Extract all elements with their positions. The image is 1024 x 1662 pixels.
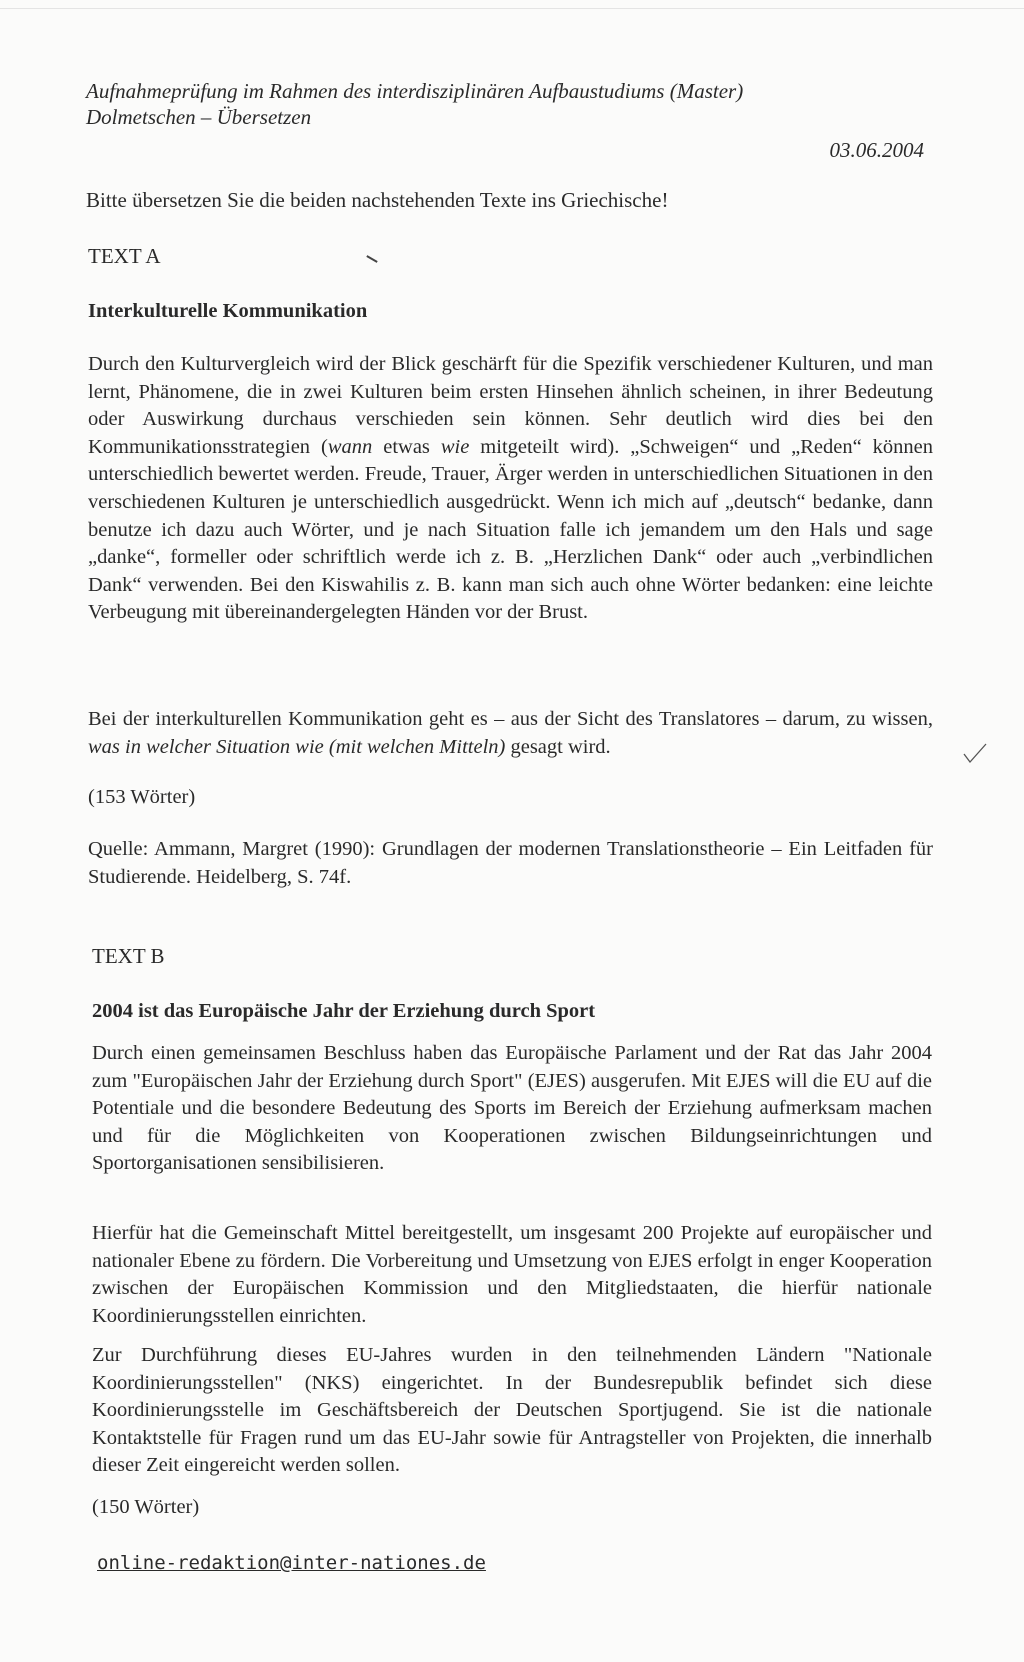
text-a-p1-part: mitgeteilt wird). „Schweigen“ und „Reden“ können unterschiedlich bewertet werden. Freude, Trauer, Ärger werden in unterschiedlichen Situationen in den verschiedenen Kulturen je unterschiedlich ausgedrückt. Wenn ich mich auf „deutsch“ bedanke, dann benutze ich dazu auch Wörter, und je nach Situation falle ich jemandem um den Hals und sage „danke“, formeller oder schriftlich werde ich z. B. „Herzlichen Dank“ oder auch „verbindlichen Dank“ verwenden. Bei den Kiswahilis z. B. kann man sich auch ohne Wörter bedanken: eine leichte Verbeugung mit übereinandergelegten Händen vor der Brust.	[88, 435, 933, 624]
header-line-1: Aufnahmeprüfung im Rahmen des interdisziplinären Aufbaustudiums (Master)	[86, 79, 744, 103]
text-b-paragraph-1: Durch einen gemeinsamen Beschluss haben das Europäische Parlament und der Rat das Jahr 2004 zum "Europäischen Jahr der Erziehung durch Sport" (EJES) ausgerufen. Mit EJES will die EU auf die Potentiale und die besondere Bedeutung des Sports im Bereich der Erziehung aufmerksam machen und für die Möglichkeiten von Kooperationen zwischen Bildungseinrichtungen und Sportorganisationen sensibilisieren.	[92, 1042, 932, 1175]
text-a-p2-part: gesagt wird.	[505, 735, 611, 758]
header-line-2: Dolmetschen – Übersetzen	[86, 105, 312, 129]
text-a-paragraph-2	[88, 706, 933, 761]
text-b-paragraph-2: Hierfür hat die Gemeinschaft Mittel bereitgestellt, um insgesamt 200 Projekte auf europäischer und nationaler Ebene zu fördern. Die Vorbereitung und Umsetzung von EJES erfolgt in enger Kooperation zwischen der Europäischen Kommission und den Mitgliedstaaten, die hierfür nationale Koordinierungsstellen einrichten.	[92, 1222, 932, 1327]
text-b-label: TEXT B	[92, 944, 165, 968]
text-a-p1-italic-wie: wie	[440, 435, 470, 458]
text-b-word-count: (150 Wörter)	[92, 1496, 200, 1518]
text-a-p2-part: Bei der interkulturellen Kommunikation geht es – aus der Sicht des Translatores – darum, zu wissen,	[88, 708, 933, 730]
text-a-label: TEXT A	[88, 244, 161, 268]
text-a-p1-italic-wann: wann	[327, 435, 373, 458]
checkmark-icon	[962, 740, 988, 766]
text-a-p2-italic: was in welcher Situation wie (mit welchen Mitteln)	[88, 735, 506, 758]
exam-header	[86, 78, 906, 130]
instruction: Bitte übersetzen Sie die beiden nachstehenden Texte ins Griechische!	[86, 188, 669, 212]
pen-mark	[366, 255, 377, 263]
text-a-source: Quelle: Ammann, Margret (1990): Grundlagen der modernen Translationstheorie – Ein Leitfaden für Studierende. Heidelberg, S. 74f.	[88, 838, 933, 888]
source-email: online-redaktion@inter-nationes.de	[97, 1552, 486, 1574]
exam-date: 03.06.2004	[829, 138, 924, 162]
text-a-word-count: (153 Wörter)	[88, 786, 196, 808]
text-a-title: Interkulturelle Kommunikation	[88, 300, 368, 322]
text-b-title: 2004 ist das Europäische Jahr der Erziehung durch Sport	[92, 1000, 596, 1022]
text-b-paragraph-3: Zur Durchführung dieses EU-Jahres wurden in den teilnehmenden Ländern "Nationale Koordinierungsstellen" (NKS) eingerichtet. In der Bundesrepublik befindet sich diese Koordinierungsstelle im Geschäftsbereich der Deutschen Sportjugend. Sie ist die nationale Kontaktstelle für Fragen rund um das EU-Jahr sowie für Antragsteller von Projekten, die innerhalb dieser Zeit eingereicht werden sollen.	[92, 1344, 932, 1477]
text-a-p1-part: Durch den Kulturvergleich wird der Blick geschärft für die Spezifik verschiedener Kulturen, und man lernt, Phänomene, die in zwei Kulturen beim ersten Hinsehen ähnlich scheinen, in ihrer Bedeutung oder Auswirkung durchaus verschieden sein können. Sehr deutlich wird dies bei den Kommunikationsstrategien (	[88, 353, 933, 458]
text-a-p1-part: etwas	[372, 435, 441, 458]
text-a-paragraph-1	[88, 351, 933, 627]
scan-edge	[0, 8, 1024, 9]
